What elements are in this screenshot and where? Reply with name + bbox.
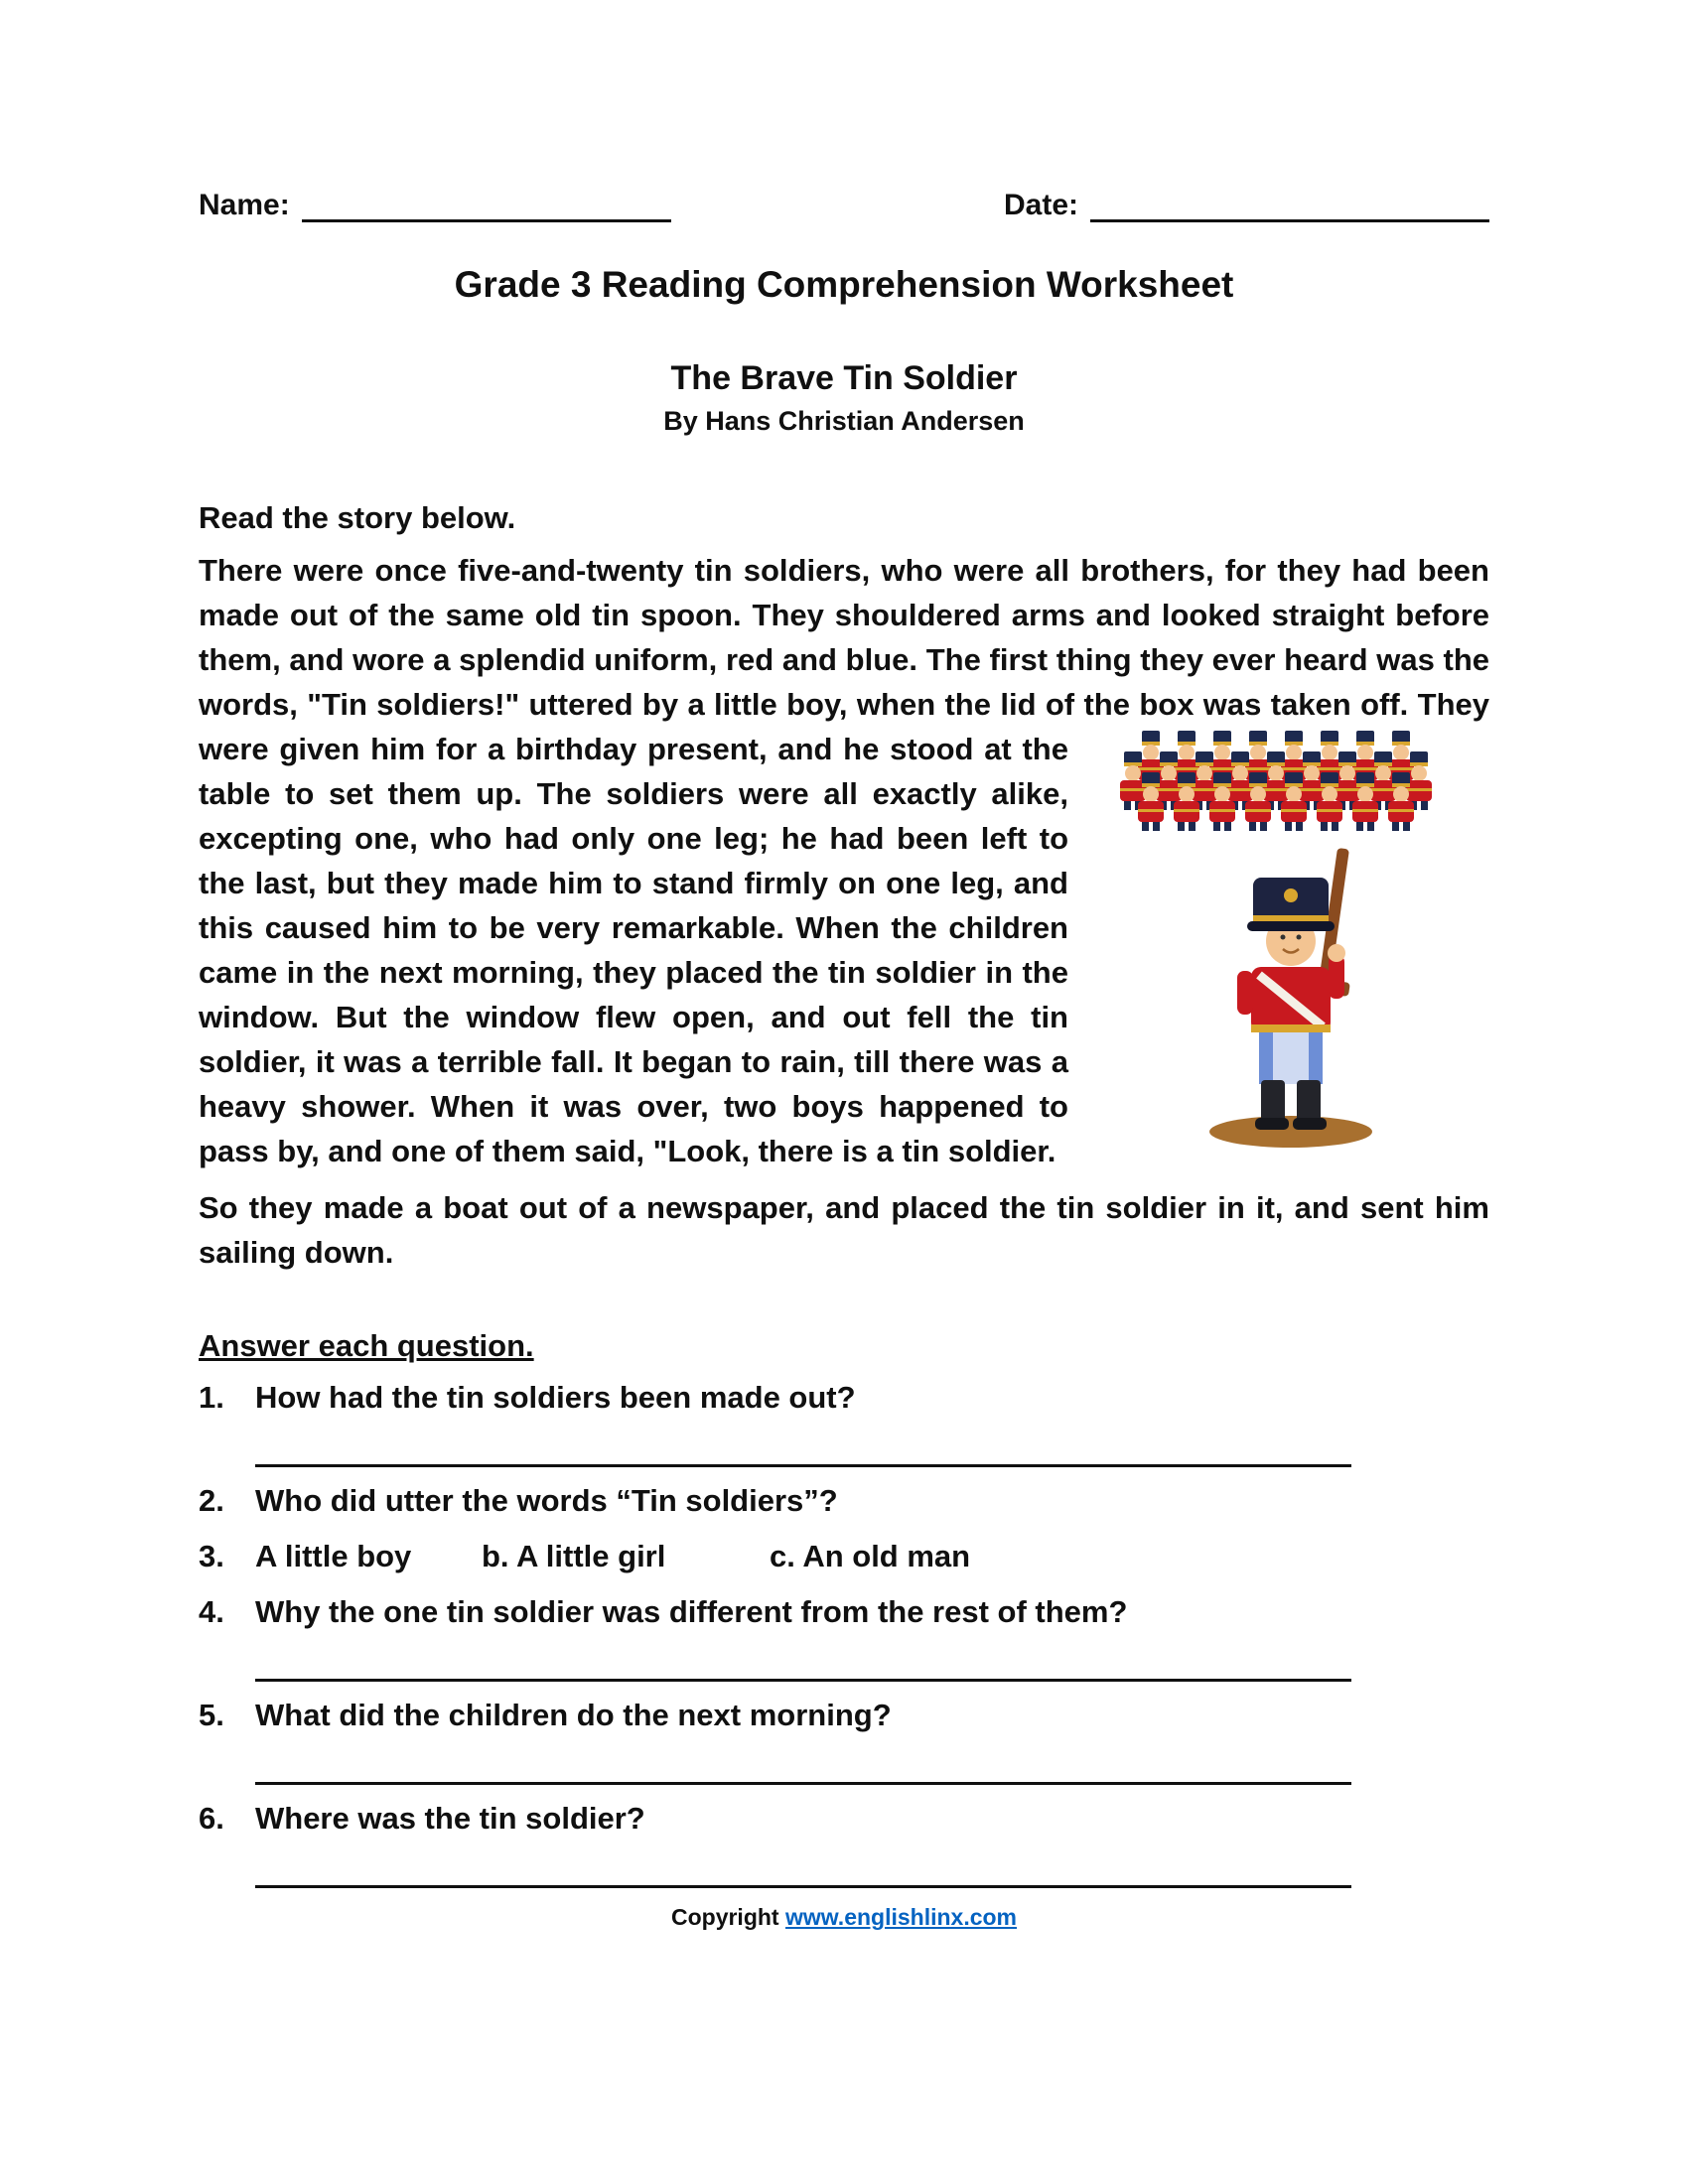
question-number: 2. [199, 1483, 224, 1518]
date-blank-line [1090, 187, 1489, 222]
copyright-label: Copyright [670, 1904, 779, 1930]
answer-blank-line-4 [255, 1642, 1351, 1682]
question-text: Where was the tin soldier? [255, 1801, 645, 1836]
story-text-part2: present, and he stood at the table to set them up. The soldiers were all exactly alike, excepting one, who had only one leg; he had been left to the last, but they made him to stand firmly on one leg, and this caused him to be very remarkable. When the children came in the next morning, they placed the tin soldier in the window. But the window flew open, and out fell the tin soldier, it was a terrible fall. It began to rain, till there was a heavy shower. When it was over, two boys happened to pass by, and one of them said, "Look, there is a tin soldier. [199, 732, 1068, 1168]
question-row-5 [199, 1694, 1489, 1737]
question-text: What did the children do the next morning? [255, 1698, 892, 1732]
question-options [255, 1535, 1489, 1578]
page-title: Grade 3 Reading Comprehension Worksheet [454, 264, 1234, 305]
name-label: Name: [199, 189, 290, 221]
question-number: 3. [199, 1539, 224, 1573]
question-text: Who did utter the words “Tin soldiers”? [255, 1483, 838, 1518]
option-b: b. A little girl [481, 1539, 666, 1573]
question-number: 4. [199, 1594, 224, 1629]
single-tin-soldier-icon [1209, 848, 1372, 1148]
name-blank-line [302, 187, 671, 222]
story-paragraph-continued: So they made a boat out of a newspaper, and placed the tin soldier in it, and sent him sailing down. [199, 1190, 1489, 1270]
question-row-3 [199, 1535, 1489, 1578]
option-a: A little boy [255, 1539, 412, 1573]
footer [199, 1904, 1489, 1931]
question-number: 5. [199, 1698, 224, 1732]
story-paragraph [199, 548, 1489, 1173]
question-text: Why the one tin soldier was different from the rest of them? [255, 1594, 1128, 1629]
option-c: c. An old man [770, 1539, 971, 1573]
read-instruction: Read the story below. [199, 500, 516, 535]
name-date-header [199, 187, 1489, 222]
story-title: The Brave Tin Soldier [670, 359, 1018, 397]
tin-soldiers-image [1092, 731, 1489, 1160]
answer-blank-line-6 [255, 1848, 1351, 1888]
copyright-link[interactable]: www.englishlinx.com [784, 1904, 1018, 1930]
question-row-6 [199, 1797, 1489, 1841]
story-text-part1: There were once five-and-twenty tin soldiers, who were all brothers, for they had been made out of the same old tin spoon. They shouldered arms and looked straight before them, and wore a splendid uniform, red and blue. The first thing they ever heard was the words, "Tin soldiers!" uttered by a little boy, when the lid of the box was taken off. They were given him for a birthday [199, 553, 1489, 766]
question-number: 6. [199, 1801, 224, 1836]
question-row-1 [199, 1376, 1489, 1420]
tin-soldiers-illustration [1092, 731, 1489, 1160]
story-author: By Hans Christian Andersen [663, 406, 1025, 436]
answer-instruction: Answer each question. [199, 1328, 534, 1363]
question-number: 1. [199, 1380, 224, 1415]
question-row-4 [199, 1590, 1489, 1634]
question-text: How had the tin soldiers been made out? [255, 1380, 856, 1415]
tin-soldier-group-icon [1120, 731, 1432, 831]
name-field-group [199, 187, 671, 222]
date-label: Date: [1003, 189, 1078, 221]
date-field-group [1004, 187, 1489, 222]
answer-blank-line-5 [255, 1745, 1351, 1785]
answer-blank-line-1 [255, 1428, 1351, 1467]
question-row-2 [199, 1479, 1489, 1523]
